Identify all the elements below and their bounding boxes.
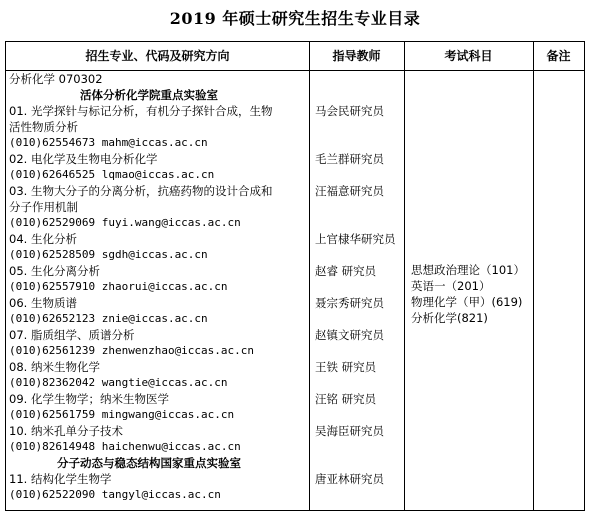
contact-line: (010)62554673 mahm@iccas.ac.cn — [9, 136, 208, 149]
direction-line: 03. 生物大分子的分离分析，抗癌药物的设计合成和 — [9, 184, 273, 198]
supervisor-name: 毛兰群研究员 — [315, 152, 384, 166]
header-remarks: 备注 — [546, 49, 571, 63]
direction-line: 10. 纳米孔单分子技术 — [9, 424, 123, 438]
direction-line: 分析化学 070302 — [9, 72, 103, 86]
supervisor-name: 赵睿 研究员 — [315, 264, 377, 278]
column-divider — [404, 42, 405, 510]
contact-line: (010)82614948 haichenwu@iccas.ac.cn — [9, 440, 241, 453]
exam-subject: 英语一（201） — [411, 279, 491, 293]
catalog-table — [5, 41, 585, 511]
header-supervisor: 指导教师 — [332, 49, 381, 63]
contact-line: (010)62529069 fuyi.wang@iccas.ac.cn — [9, 216, 241, 229]
contact-line: (010)62646525 lqmao@iccas.ac.cn — [9, 168, 215, 181]
direction-line: 09. 化学生物学；纳米生物医学 — [9, 392, 169, 406]
exam-subject: 物理化学（甲）(619) — [411, 295, 523, 309]
direction-line: 06. 生物质谱 — [9, 296, 77, 310]
direction-line: 04. 生化分析 — [9, 232, 77, 246]
header-major: 招生专业、代码及研究方向 — [85, 49, 230, 63]
supervisor-name: 唐亚林研究员 — [315, 472, 384, 486]
supervisor-name: 赵镇文研究员 — [315, 328, 384, 342]
supervisor-name: 聂宗秀研究员 — [315, 296, 384, 310]
exam-subject: 思想政治理论（101） — [411, 263, 525, 277]
exam-subject: 分析化学(821) — [411, 311, 488, 325]
direction-line: 08. 纳米生物化学 — [9, 360, 100, 374]
major-directions-column — [9, 71, 309, 503]
column-divider — [309, 42, 310, 510]
exam-subjects-cell — [411, 262, 533, 326]
supervisor-name: 汪铭 研究员 — [315, 392, 377, 406]
direction-line: 活性物质分析 — [9, 120, 78, 134]
supervisor-name: 汪福意研究员 — [315, 184, 384, 198]
contact-line: (010)62561759 mingwang@iccas.ac.cn — [9, 408, 235, 421]
direction-line: 02. 电化学及生物电分析化学 — [9, 152, 158, 166]
page-title: 2019 年硕士研究生招生专业目录 — [169, 9, 421, 28]
supervisor-name: 上官棣华研究员 — [315, 232, 396, 246]
column-divider — [533, 42, 534, 510]
direction-line: 分子作用机制 — [9, 200, 78, 214]
contact-line: (010)62557910 zhaorui@iccas.ac.cn — [9, 280, 228, 293]
direction-line: 11. 结构化学生物学 — [9, 472, 112, 486]
contact-line: (010)62522090 tangyl@iccas.ac.cn — [9, 488, 221, 501]
contact-line: (010)62528509 sgdh@iccas.ac.cn — [9, 248, 208, 261]
lab-heading: 分子动态与稳态结构国家重点实验室 — [57, 456, 241, 470]
direction-line: 01. 光学探针与标记分析，有机分子探针合成，生物 — [9, 104, 273, 118]
contact-line: (010)62561239 zhenwenzhao@iccas.ac.cn — [9, 344, 255, 357]
lab-heading: 活体分析化学院重点实验室 — [80, 88, 218, 102]
direction-line: 05. 生化分离分析 — [9, 264, 100, 278]
contact-line: (010)62652123 znie@iccas.ac.cn — [9, 312, 208, 325]
supervisor-name: 吴海臣研究员 — [315, 424, 384, 438]
header-exam-subjects: 考试科目 — [444, 49, 493, 63]
supervisor-name: 王铁 研究员 — [315, 360, 377, 374]
supervisor-name: 马会民研究员 — [315, 104, 384, 118]
direction-line: 07. 脂质组学、质谱分析 — [9, 328, 135, 342]
contact-line: (010)82362042 wangtie@iccas.ac.cn — [9, 376, 228, 389]
